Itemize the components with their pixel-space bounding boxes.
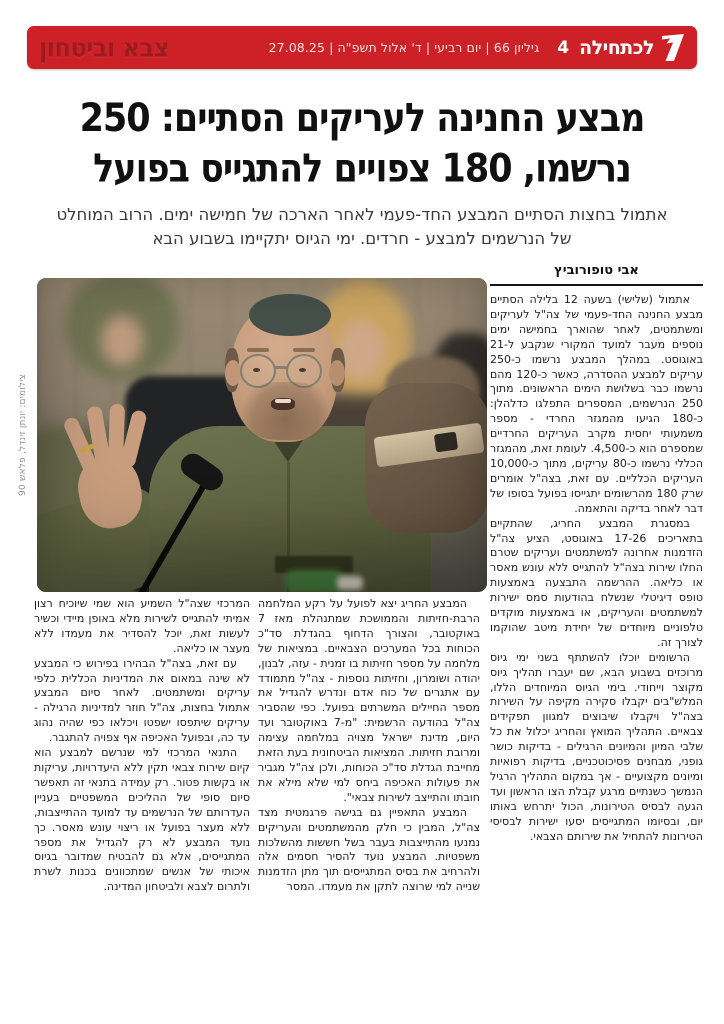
photo-eyebrow-right xyxy=(247,348,269,352)
article-paragraph: המרכזי שצה"ל השמיע הוא שמי שיוכיח רצון אמיתי להתגייס לשירות מלא באופן מיידי וכשיר לעשות זאת, יוכל להסדיר את מעמדו ללא מעצר או כליאה. xyxy=(34,597,250,655)
byline: אבי טופורוביץ xyxy=(490,263,703,286)
headline xyxy=(20,94,704,195)
channel7-logo-icon xyxy=(661,34,685,62)
photo-credit: צילומים: יונתן זינדל, פלאש 90 xyxy=(18,374,28,496)
article-paragraph: המבצע החריג יצא לפועל על רקע המלחמה הרבת-חזיתות והממושכת שמתנהלת מאז 7 באוקטובר, והצורך הדחוף בהגדלת סד"כ הכוחות בכל המערכים הצבאיים. במציאות של מלחמה על מספר חזיתות בו זמנית - עזה, לבנון, יהודה ושומרון, וחזיתות נוספות - צה"ל מתמודד עם אתגרים של כוח אדם ונדרש להגדיל את מספר החיילים המשרתים בפועל. כפי שהסביר צה"ל בהודעה הרשמית: "מ-7 באוקטובר ועד היום, מדינת ישראל מצויה במלחמה עצימה ומרובת חזיתות. המציאות הביטחונית בעת הזאת מחייבת הגדלת סד"כ הכוחות, ולכן צה"ל מגביר את פעולות האכיפה ביחס למי שלא מילא את חובתו והתייצב לשירות צבאי". xyxy=(258,597,480,804)
photo-ear-left xyxy=(329,360,345,386)
headline-line-1: מבצע החנינה לעריקים הסתיים: 250 xyxy=(79,96,645,142)
article-column-middle xyxy=(258,597,480,1021)
issue-info: גיליון 66 | יום רביעי | ד' אלול תשפ"ה | 27.08.25 xyxy=(268,40,540,55)
article-paragraph: המבצע התאפיין גם בגישה פרגמטית מצד צה"ל, המבין כי חלק מהמשתמטים והעריקים נמנעו מהתייצבות בעבר בשל חששות מהשלכות משפטיות. המבצע נועד להסיר חסמים אלה ולהרחיב את בסיס המתגייסים תוך מתן הזדמנות שנייה למי שרוצה לתקן את מעמדו. המסר xyxy=(258,805,480,894)
photo-teeth xyxy=(275,399,291,403)
article-column-left xyxy=(34,597,250,1021)
photo-foreground-bottle xyxy=(285,570,343,592)
article-paragraph: התנאי המרכזי למי שנרשם למבצע הוא קיום שירות צבאי תקין ללא היעדרויות, עריקות או בקשות פטור. רק עמידה בתנאי זה תאפשר סיום סופי של ההליכים המשפטיים בעניין העדרותם של הנרשמים עד למועד ההתייצבות, ללא מעצר בפועל או ריצוי עונש מאסר. כך נועד המבצע לא רק להגדיל את מספר המתגייסים, אלא גם להבטיח שמדובר בגיוס איכותי של אנשים שמתכוונים בכנות לשרת ולתרום לצבא ולביטחון המדינה. xyxy=(34,746,250,894)
photo-beard xyxy=(240,382,332,440)
article-paragraph: אתמול (שלישי) בשעה 12 בלילה הסתיים מבצע החנינה החד-פעמי של צה"ל לעריקים ומשתמטים, לאחר שהוארך בחמישה ימים נוספים מעבר למועד המקורי שנקבע ל-21 באוגוסט. במהלך המבצע נרשמו כ-250 עריקים למבצע ההסדרה, כאשר כ-120 מהם נרשמו כבר בשלושת הימים הראשונים. מתוך 250 הנרשמים, המספרים התפלגו כדלהלן: כ-180 הגיעו מהמגזר החרדי - מספר משמעותי יחסית מקרב העריקים החרדיים שמספרם הוא כ-4,500. לעומת זאת, מהמגזר הכללי נרשמו כ-80 עריקים, מתוך כ-10,000 העריקים הכלליים. עם זאת, בצה"ל אומרים שרק 180 מהרשומים יתגייסו בפועל בסופו של דבר לאחר בדיקה והתאמה. xyxy=(490,293,703,515)
photo-foreground-cup xyxy=(337,576,363,590)
headline-line-2: נרשמו, 180 צפויים להתגייס בפועל xyxy=(93,146,631,192)
article-paragraph: במסגרת המבצע החריג, שהתקיים בתאריכים 17-26 באוגוסט, הציע צה"ל הזדמנות אחרונה למשתמטים ועריקים שטרם החלו שירות בצה"ל להתגייס ללא עונש מאסר או כליאה. ההרשמה התבצעה באמצעות טופס דיגיטלי שנשלח בהודעות סמס ישירות למשתמטים והעריקים, או באמצעות מוקדים טלפוניים מיוחדים של יחידת מיטב שהוקמו לצורך זה. xyxy=(490,516,703,649)
article-paragraph: הרשומים יוכלו להשתתף בשני ימי גיוס מרוכזים בשבוע הבא, שם יעברו תהליך גיוס מקוצר וייחודי. בימי הגיוס המיוחדים הללו, המלש"בים יקבלו סקירה מקיפה על השירות בצה"ל ויקבלו שיבוצים למגוון תפקידים צבאיים. התהליך המואץ והחריג יכלול את כל שלבי המיון והמיונים הרגילים - בדיקות כושר גופני, מבחנים פסיכוטכניים, בדיקות רפואיות ומיונים מקצועיים - אך במקום התהליך הרגיל הנמשך כשנתיים מרגע קבלת הצו הראשון ועד הגעה לבסיס הטירונות, הכול יתרחש באותו יום, ובסיומו המתגייסים יסעו ישירות לבסיסי הטירונות להתחיל את שירותם הצבאי. xyxy=(490,650,703,843)
article-photo xyxy=(37,278,487,592)
photo-glasses-bridge xyxy=(274,366,288,369)
photo-background-face-left xyxy=(101,316,143,366)
article-paragraph: עם זאת, בצה"ל הבהירו בפירוש כי המבצע לא שינה במאום את המדיניות הכללית כלפי עריקים ומשתמטים. לאחר סיום המבצע אתמול בחצות, צה"ל חוזר למדיניות הרגילה - עריקים שיתפסו ישפטו ויכלאו כפי שהיה נהוג עד כה, ובפועל האכיפה אף צפויה להתגבר. xyxy=(34,656,250,745)
subheadline: אתמול בחצות הסתיים המבצע החד-פעמי לאחר הארכה של חמישה ימים. הרוב המוחלט של הנרשמים למבצע - חרדים. ימי הגיוס יתקיימו בשבוע הבא xyxy=(56,205,668,248)
newspaper-logo[interactable] xyxy=(579,34,685,62)
photo-ear-right xyxy=(225,360,241,386)
page-number: 4 xyxy=(557,37,570,58)
logo-text: לכתחילה xyxy=(579,36,654,59)
photo-eyebrow-left xyxy=(293,348,315,352)
section-title: צבא וביטחון xyxy=(39,32,169,63)
photo-rank-insignia xyxy=(434,432,458,453)
photo-kippah xyxy=(249,294,331,336)
article-column-right xyxy=(490,293,703,993)
header-bar xyxy=(27,26,697,69)
